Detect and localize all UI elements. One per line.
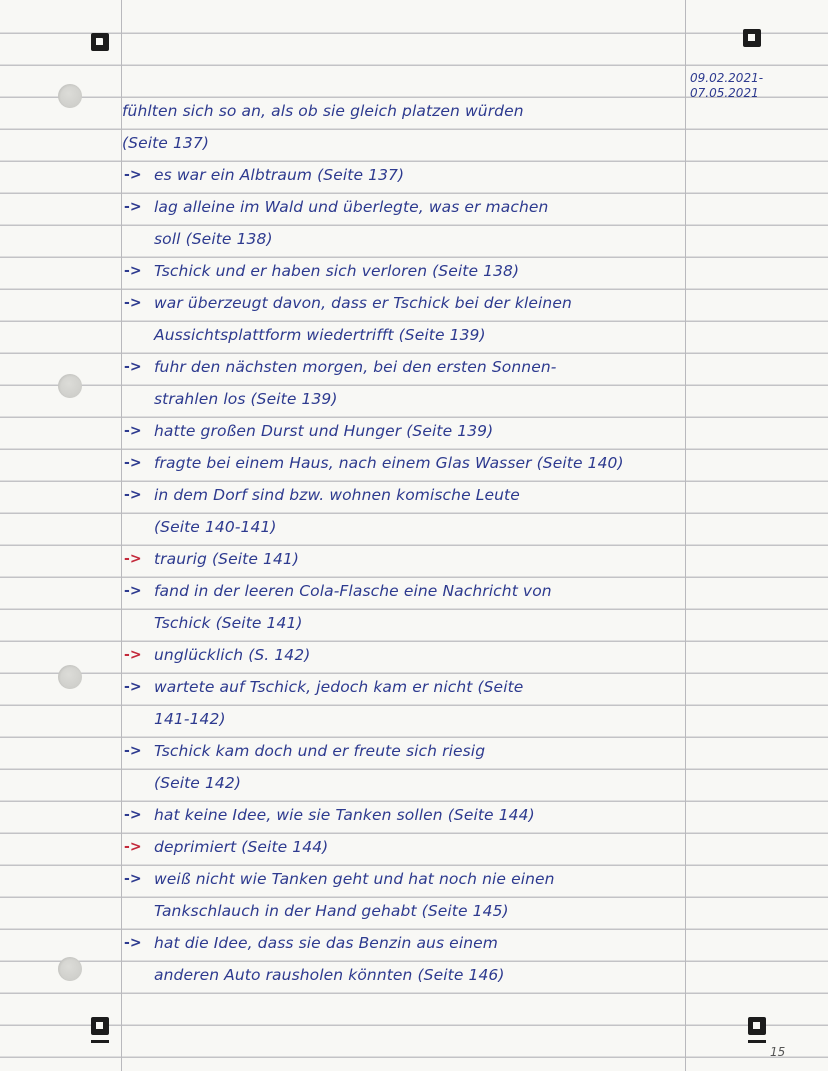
list-item <box>122 863 682 927</box>
arrow-icon: -> <box>124 199 142 215</box>
punch-hole <box>58 84 82 108</box>
note-text: Tschick und er haben sich verloren (Seite 138) <box>154 262 520 280</box>
note-text: in dem Dorf sind bzw. wohnen komische Leute (Seite 140-141) <box>154 486 520 536</box>
punch-hole <box>58 665 82 689</box>
corner-marker-top-right-icon <box>743 29 761 47</box>
right-margin-line <box>685 0 686 1071</box>
list-item <box>122 351 682 415</box>
corner-marker-bar-icon <box>91 1040 109 1043</box>
arrow-icon: -> <box>124 455 142 471</box>
arrow-icon: -> <box>124 359 142 375</box>
note-text: hat keine Idee, wie sie Tanken sollen (Seite 144) <box>154 806 535 824</box>
note-text: weiß nicht wie Tanken geht und hat noch nie einen Tankschlauch in der Hand gehabt (Seite 145) <box>154 870 555 920</box>
page-number: 15 <box>770 1045 786 1059</box>
arrow-icon: -> <box>124 167 142 183</box>
list-item <box>122 255 682 287</box>
arrow-icon: -> <box>124 487 142 503</box>
arrow-icon: -> <box>124 935 142 951</box>
list-item <box>122 927 682 991</box>
corner-marker-bottom-right-icon <box>748 1017 766 1035</box>
note-text: fuhr den nächsten morgen, bei den ersten Sonnen- strahlen los (Seite 139) <box>154 358 557 408</box>
arrow-icon: -> <box>124 807 142 823</box>
notes-list <box>122 95 682 991</box>
arrow-icon: -> <box>124 423 142 439</box>
list-item <box>122 831 682 863</box>
list-item <box>122 543 682 575</box>
note-text: fühlten sich so an, als ob sie gleich platzen würden (Seite 137) <box>122 102 524 152</box>
note-text: hat die Idee, dass sie das Benzin aus einem anderen Auto rausholen könnten (Seite 146) <box>154 934 505 984</box>
arrow-icon: -> <box>124 743 142 759</box>
corner-marker-top-left-icon <box>91 33 109 51</box>
list-item <box>122 639 682 671</box>
list-item <box>122 159 682 191</box>
note-text: Tschick kam doch und er freute sich riesig (Seite 142) <box>154 742 486 792</box>
list-item <box>122 799 682 831</box>
list-item <box>122 287 682 351</box>
list-item <box>122 95 682 159</box>
note-text: wartete auf Tschick, jedoch kam er nicht (Seite 141-142) <box>154 678 524 728</box>
list-item <box>122 671 682 735</box>
arrow-icon: -> <box>124 679 142 695</box>
note-text: fand in der leeren Cola-Flasche eine Nachricht von Tschick (Seite 141) <box>154 582 552 632</box>
note-text: fragte bei einem Haus, nach einem Glas Wasser (Seite 140) <box>154 454 624 472</box>
note-text: hatte großen Durst und Hunger (Seite 139) <box>154 422 494 440</box>
arrow-icon: -> <box>124 871 142 887</box>
list-item <box>122 479 682 543</box>
date-range: 09.02.2021- 07.05.2021 <box>690 71 764 100</box>
note-text: unglücklich (S. 142) <box>154 646 311 664</box>
corner-marker-bottom-left-icon <box>91 1017 109 1035</box>
punch-hole <box>58 374 82 398</box>
list-item <box>122 575 682 639</box>
note-text: war überzeugt davon, dass er Tschick bei der kleinen Aussichtsplattform wiedertrifft (Seite 139) <box>154 294 572 344</box>
list-item <box>122 415 682 447</box>
arrow-icon: -> <box>124 583 142 599</box>
note-text: traurig (Seite 141) <box>154 550 300 568</box>
arrow-icon: -> <box>124 647 142 663</box>
list-item <box>122 447 682 479</box>
corner-marker-bar-icon <box>748 1040 766 1043</box>
arrow-icon: -> <box>124 295 142 311</box>
list-item <box>122 191 682 255</box>
note-text: deprimiert (Seite 144) <box>154 838 329 856</box>
arrow-icon: -> <box>124 551 142 567</box>
note-text: es war ein Albtraum (Seite 137) <box>154 166 405 184</box>
arrow-icon: -> <box>124 839 142 855</box>
note-text: lag alleine im Wald und überlegte, was er machen soll (Seite 138) <box>154 198 549 248</box>
arrow-icon: -> <box>124 263 142 279</box>
list-item <box>122 735 682 799</box>
punch-hole <box>58 957 82 981</box>
